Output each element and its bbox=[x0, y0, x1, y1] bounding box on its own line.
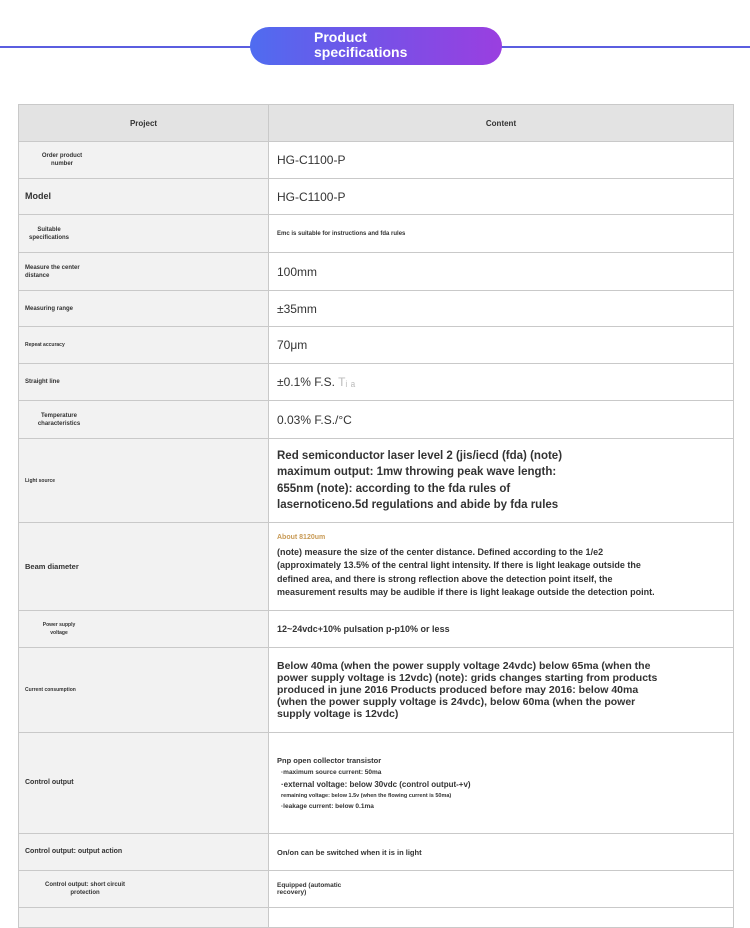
table-row bbox=[19, 327, 734, 364]
table-row bbox=[19, 253, 734, 291]
table-row bbox=[19, 733, 734, 834]
current-consumption-line: supply voltage is 12vdc) bbox=[277, 708, 399, 720]
table-row bbox=[19, 364, 734, 401]
short-circuit-line: Equipped (automatic bbox=[277, 882, 342, 889]
row-value-current-consumption bbox=[269, 648, 734, 733]
row-value-straight-line-faded: Tᵢ ₐ bbox=[338, 375, 356, 389]
current-consumption-line: produced in june 2016 Products produced before may 2016: below 40ma bbox=[277, 684, 639, 696]
light-source-line: maximum output: 1mw throwing peak wave length: bbox=[277, 466, 557, 478]
table-row bbox=[19, 648, 734, 733]
specifications-table bbox=[18, 104, 734, 928]
row-value-control-output bbox=[269, 733, 734, 834]
row-label-light-source: Light source bbox=[19, 439, 269, 523]
section-title-line1: Product bbox=[314, 29, 367, 45]
row-value-power-supply: 12~24vdc+10% pulsation p-p10% or less bbox=[269, 611, 734, 648]
table-row bbox=[19, 439, 734, 523]
control-output-item: remaining voltage: below 1.5v (when the flowing current is 50ma) bbox=[281, 793, 452, 799]
row-label-output-action: Control output: output action bbox=[19, 834, 269, 871]
row-label-measuring-range: Measuring range bbox=[19, 291, 269, 327]
control-output-item: ·leakage current: below 0.1ma bbox=[281, 803, 374, 810]
row-label-suitable: Suitable specifications bbox=[28, 226, 69, 241]
row-value-order-number: HG-C1100-P bbox=[269, 142, 734, 179]
row-value-partial bbox=[269, 908, 734, 928]
section-title-line2: specifications bbox=[314, 44, 408, 60]
row-label-control-output: Control output bbox=[19, 733, 269, 834]
light-source-line: 655nm (note): according to the fda rules of bbox=[277, 482, 511, 495]
row-label-current-consumption: Current consumption bbox=[19, 648, 269, 733]
light-source-line: Red semiconductor laser level 2 (jis/iecd (fda) (note) bbox=[277, 449, 563, 462]
table-row bbox=[19, 523, 734, 611]
row-value-measuring-range: ±35mm bbox=[269, 291, 734, 327]
row-value-short-circuit bbox=[269, 871, 734, 908]
current-consumption-line: Below 40ma (when the power supply voltage 24vdc) below 65ma (when the bbox=[277, 660, 651, 672]
banner-divider-right bbox=[494, 46, 750, 48]
row-label-partial bbox=[19, 908, 269, 928]
row-value-output-action: On/on can be switched when it is in light bbox=[269, 834, 734, 871]
table-row bbox=[19, 291, 734, 327]
table-row bbox=[19, 871, 734, 908]
row-value-center-distance: 100mm bbox=[269, 253, 734, 291]
control-output-title: Pnp open collector transistor bbox=[277, 756, 382, 765]
section-title-banner bbox=[250, 27, 502, 65]
beam-diameter-line: defined area, and there is strong reflection above the detection point itself, the bbox=[277, 573, 613, 584]
table-row bbox=[19, 215, 734, 253]
row-value-temperature: 0.03% F.S./°C bbox=[269, 401, 734, 439]
row-value-repeat-accuracy: 70μm bbox=[269, 327, 734, 364]
table-row bbox=[19, 834, 734, 871]
row-value-beam-diameter bbox=[269, 523, 734, 611]
row-value-suitable: Emc is suitable for instructions and fda rules bbox=[269, 215, 734, 253]
banner-divider-left bbox=[0, 46, 256, 48]
row-label-beam-diameter: Beam diameter bbox=[19, 523, 269, 611]
row-value-model: HG-C1100-P bbox=[269, 179, 734, 215]
row-label-straight-line: Straight line bbox=[19, 364, 269, 401]
short-circuit-line: recovery) bbox=[277, 889, 307, 896]
control-output-item: ·maximum source current: 50ma bbox=[281, 769, 382, 776]
beam-diameter-line: (note) measure the size of the center distance. Defined according to the 1/e2 bbox=[277, 546, 604, 557]
beam-diameter-line: measurement results may be audible if there is light leakage outside the detection point. bbox=[277, 587, 655, 597]
table-row bbox=[19, 401, 734, 439]
current-consumption-line: (when the power supply voltage is 24vdc), below 60ma (when the power bbox=[277, 696, 636, 708]
beam-diameter-line: (approximately 13.5% of the central light intensity. If there is light leakage outside the bbox=[277, 560, 641, 570]
row-label-short-circuit: Control output: short circuit protection bbox=[45, 882, 125, 896]
row-label-order-number: Order product number bbox=[41, 153, 83, 167]
table-header-row bbox=[19, 105, 734, 142]
table-row bbox=[19, 142, 734, 179]
row-label-repeat-accuracy: Repeat accuracy bbox=[19, 327, 269, 364]
table-row-partial bbox=[19, 908, 734, 928]
row-value-straight-line: ±0.1% F.S. bbox=[277, 375, 335, 389]
table-row bbox=[19, 179, 734, 215]
beam-diameter-headline: About 8120um bbox=[277, 533, 326, 541]
current-consumption-line: power supply voltage is 12vdc) (note): grids changes starting from products bbox=[277, 672, 658, 684]
row-value-light-source bbox=[269, 439, 734, 523]
light-source-line: lasernoticeno.5d regulations and abide by fda rules bbox=[277, 499, 559, 511]
row-label-model: Model bbox=[19, 179, 269, 215]
table-row bbox=[19, 611, 734, 648]
row-label-center-distance: Measure the center distance bbox=[25, 264, 80, 279]
control-output-item: ·external voltage: below 30vdc (control output-+v) bbox=[281, 780, 471, 789]
header-project: Project bbox=[19, 105, 269, 142]
header-content: Content bbox=[269, 105, 734, 142]
row-label-power-supply: Power supply voltage bbox=[42, 622, 76, 636]
row-label-temperature: Temperature characteristics bbox=[37, 412, 81, 427]
